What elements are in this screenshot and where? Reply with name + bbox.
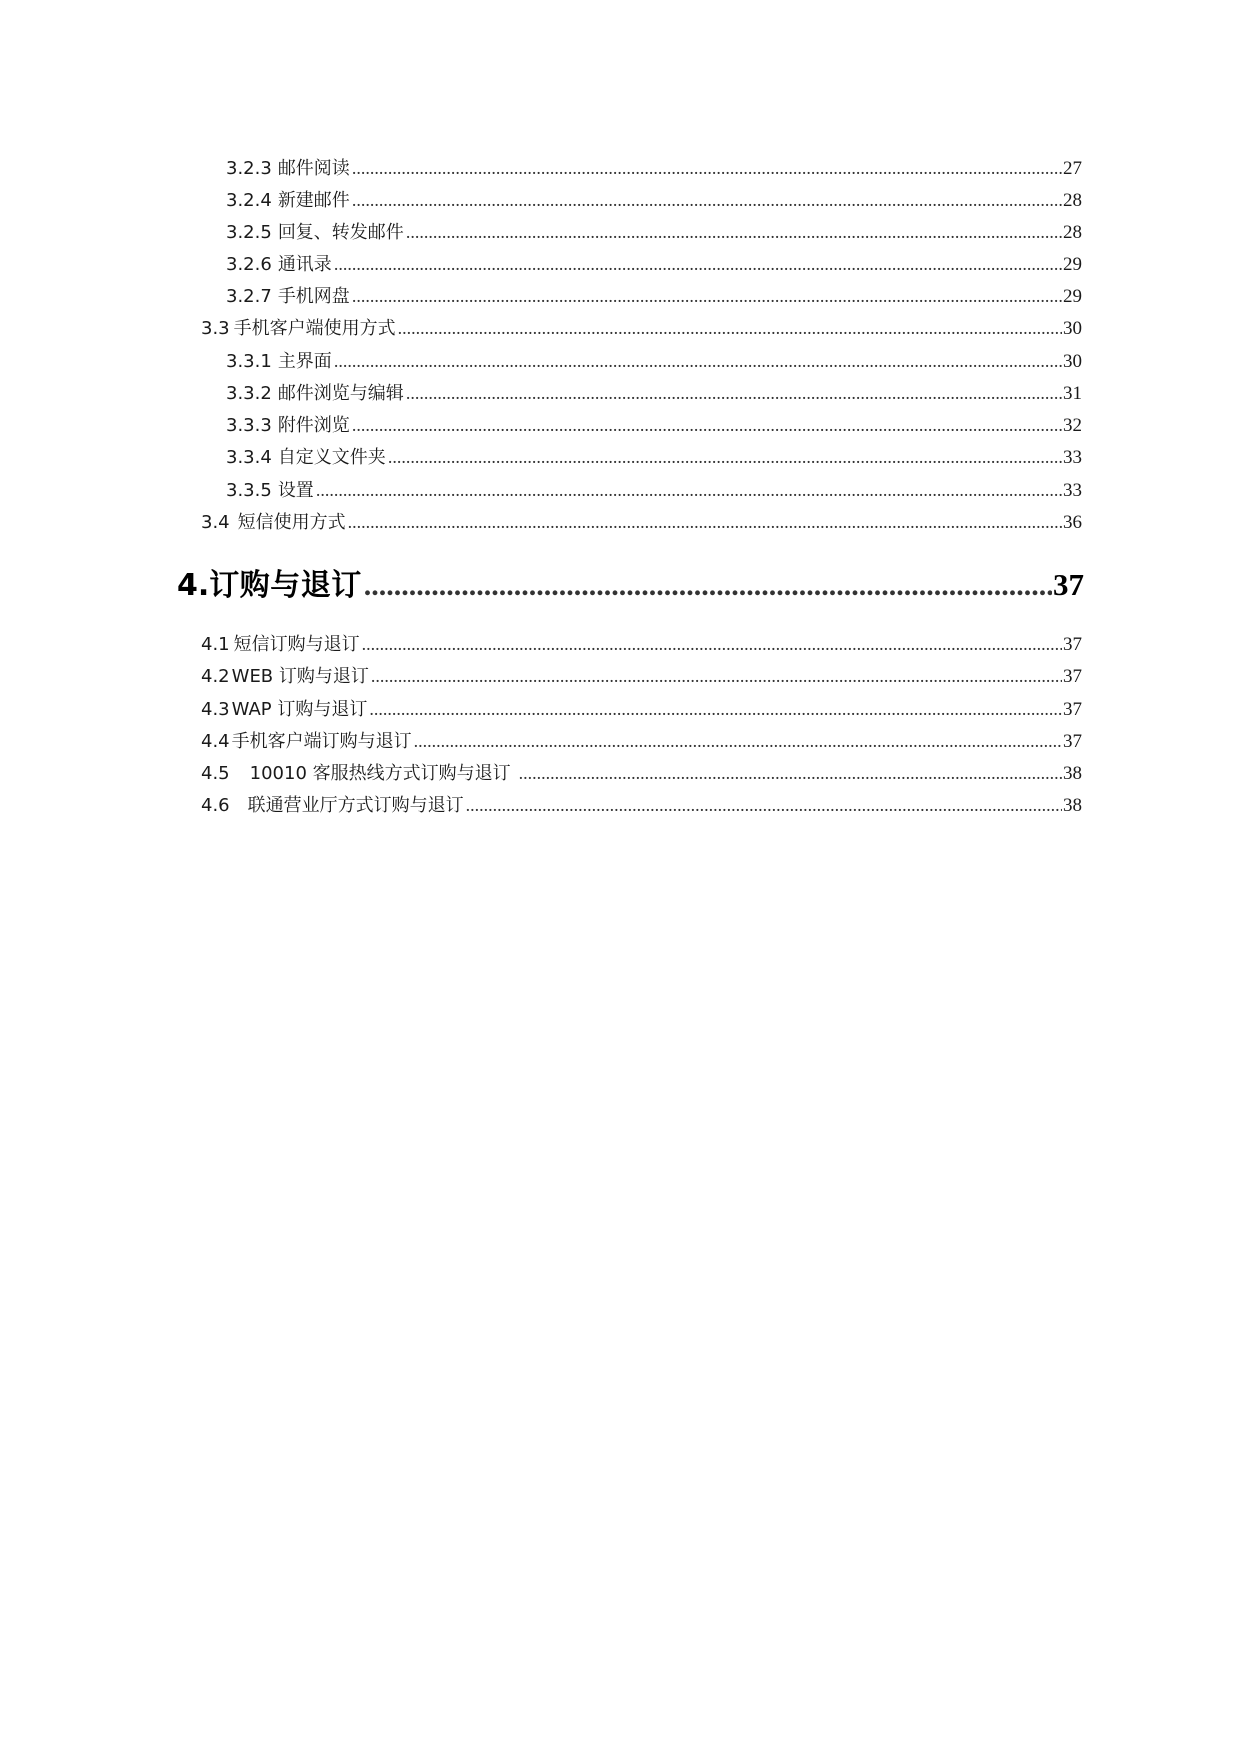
toc-entry-title: 附件浏览 xyxy=(277,415,350,436)
toc-entry[interactable] xyxy=(201,663,1082,689)
toc-entry-title: 手机客户端使用方式 xyxy=(233,318,396,339)
dot-leader xyxy=(398,315,1062,341)
toc-entry-number: 3.3 xyxy=(201,318,230,339)
dot-leader xyxy=(519,760,1062,786)
dot-leader xyxy=(369,696,1062,722)
toc-entry-page: 38 xyxy=(1063,763,1082,784)
toc-entry-page: 31 xyxy=(1063,383,1082,404)
toc-entry-page: 33 xyxy=(1063,480,1082,501)
toc-entry-page: 37 xyxy=(1063,666,1082,687)
toc-chapter-entry[interactable] xyxy=(177,563,1084,607)
toc-entry-number: 3.2.3 xyxy=(226,158,272,179)
toc-entry-title: 联通营业厅方式订购与退订 xyxy=(247,795,464,816)
toc-entry-title: 短信使用方式 xyxy=(237,512,346,533)
toc-entry[interactable] xyxy=(201,728,1082,754)
toc-entry[interactable] xyxy=(226,348,1082,374)
toc-entry[interactable] xyxy=(201,792,1082,818)
toc-entry-page: 33 xyxy=(1063,447,1082,468)
toc-entry-title: 手机网盘 xyxy=(277,286,350,307)
toc-entry[interactable] xyxy=(226,444,1082,470)
toc-entry-page: 37 xyxy=(1053,567,1084,602)
toc-entry-number: 4.1 xyxy=(201,634,230,655)
toc-entry-page: 36 xyxy=(1063,512,1082,533)
toc-entry-number: 3.4 xyxy=(201,512,230,533)
toc-entry[interactable] xyxy=(201,509,1082,535)
toc-entry-page: 30 xyxy=(1063,351,1082,372)
toc-entry-title: 新建邮件 xyxy=(277,190,350,211)
dot-leader xyxy=(388,444,1062,470)
toc-entry-number: 4.6 xyxy=(201,795,230,816)
toc-entry[interactable] xyxy=(226,155,1082,181)
dot-leader xyxy=(348,509,1062,535)
dot-leader xyxy=(371,663,1062,689)
toc-entry-title: 邮件阅读 xyxy=(277,158,350,179)
toc-entry-number: 4.3 xyxy=(201,699,230,720)
toc-entry-number: 3.3.3 xyxy=(226,415,272,436)
dot-leader xyxy=(352,283,1062,309)
toc-entry-page: 29 xyxy=(1063,286,1082,307)
toc-entry[interactable] xyxy=(226,283,1082,309)
toc-entry[interactable] xyxy=(201,696,1082,722)
toc-entry-title: 设置 xyxy=(277,480,314,501)
dot-leader xyxy=(334,348,1062,374)
toc-entry-title: 短信订购与退订 xyxy=(233,634,360,655)
toc-entry-number: 3.2.7 xyxy=(226,286,272,307)
toc-entry-title: 订购与退订 xyxy=(209,568,362,603)
toc-entry[interactable] xyxy=(226,219,1082,245)
toc-entry[interactable] xyxy=(201,631,1082,657)
dot-leader xyxy=(316,477,1062,503)
toc-entry-page: 37 xyxy=(1063,699,1082,720)
toc-entry-page: 28 xyxy=(1063,222,1082,243)
toc-entry-title: WEB 订购与退订 xyxy=(231,666,369,687)
toc-entry[interactable] xyxy=(226,251,1082,277)
dot-leader xyxy=(414,728,1062,754)
toc-entry-number: 3.2.5 xyxy=(226,222,272,243)
dot-leader xyxy=(364,564,1052,607)
toc-entry[interactable] xyxy=(226,477,1082,503)
toc-entry[interactable] xyxy=(226,187,1082,213)
toc-entry-number: 4.2 xyxy=(201,666,230,687)
toc-entry-number: 4. xyxy=(177,568,210,603)
toc-entry-number: 4.5 xyxy=(201,763,230,784)
toc-entry-page: 38 xyxy=(1063,795,1082,816)
toc-entry-title: 10010 客服热线方式订购与退订 xyxy=(249,763,511,784)
toc-entry-title: 回复、转发邮件 xyxy=(277,222,404,243)
toc-entry-title: 主界面 xyxy=(277,351,332,372)
toc-entry-page: 37 xyxy=(1063,731,1082,752)
dot-leader xyxy=(352,155,1062,181)
toc-entry-title: 自定义文件夹 xyxy=(277,447,386,468)
dot-leader xyxy=(406,219,1062,245)
toc-entry-title: WAP 订购与退订 xyxy=(231,699,368,720)
dot-leader xyxy=(362,631,1062,657)
toc-entry-page: 27 xyxy=(1063,158,1082,179)
toc-entry-page: 37 xyxy=(1063,634,1082,655)
dot-leader xyxy=(406,380,1062,406)
toc-entry[interactable] xyxy=(226,412,1082,438)
toc-entry-number: 3.2.6 xyxy=(226,254,272,275)
toc-entry-number: 4.4 xyxy=(201,731,230,752)
dot-leader xyxy=(352,187,1062,213)
toc-entry-page: 30 xyxy=(1063,318,1082,339)
toc-entry-number: 3.3.1 xyxy=(226,351,272,372)
toc-entry-title: 通讯录 xyxy=(277,254,332,275)
toc-entry-number: 3.3.2 xyxy=(226,383,272,404)
toc-entry[interactable] xyxy=(226,380,1082,406)
toc-entry-number: 3.3.4 xyxy=(226,447,272,468)
toc-entry-title: 邮件浏览与编辑 xyxy=(277,383,404,404)
dot-leader xyxy=(466,792,1062,818)
toc-entry-page: 29 xyxy=(1063,254,1082,275)
dot-leader xyxy=(334,251,1062,277)
dot-leader xyxy=(352,412,1062,438)
toc-entry-number: 3.3.5 xyxy=(226,480,272,501)
toc-entry[interactable] xyxy=(201,760,1082,786)
toc-entry-number: 3.2.4 xyxy=(226,190,272,211)
toc-entry-title: 手机客户端订购与退订 xyxy=(231,731,412,752)
toc-entry[interactable] xyxy=(201,315,1082,341)
toc-entry-page: 28 xyxy=(1063,190,1082,211)
toc-entry-page: 32 xyxy=(1063,415,1082,436)
